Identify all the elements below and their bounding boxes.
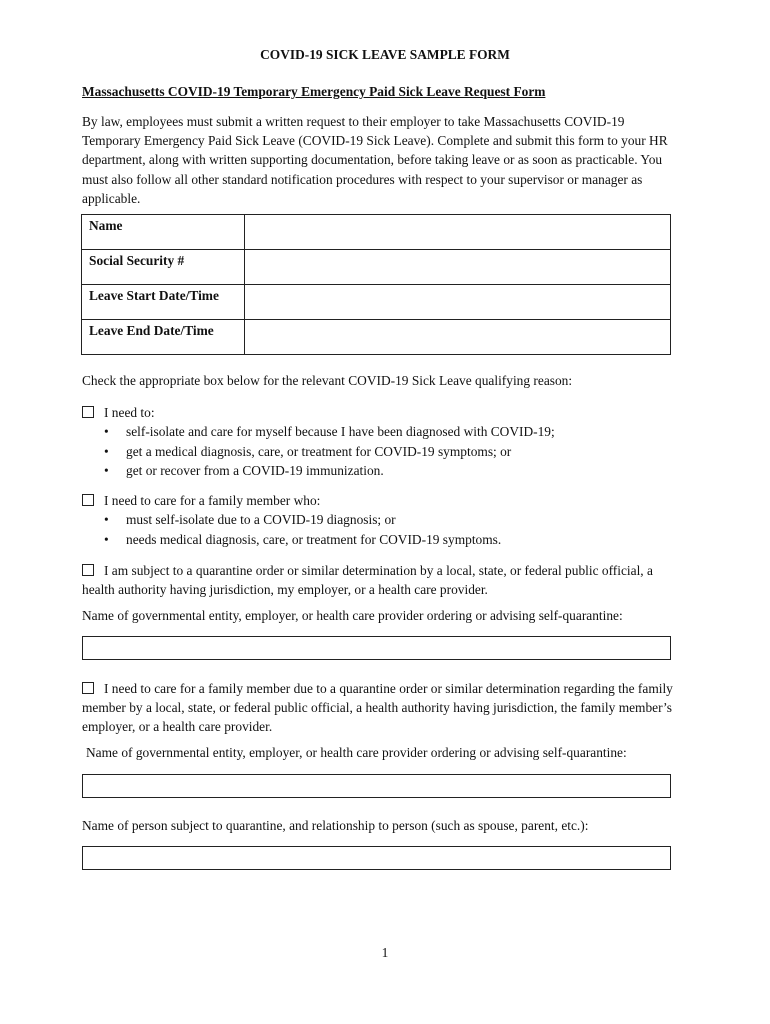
bullet-icon: • — [104, 531, 109, 547]
option-1 — [82, 403, 682, 481]
bullet-icon: • — [104, 443, 109, 459]
list-item — [82, 510, 682, 530]
option-3-label: I am subject to a quarantine order or similar determination by a local, state, or federal public official, a health authority having jurisdiction, my employer, or a health care provider. — [82, 563, 653, 598]
bullet-text: needs medical diagnosis, care, or treatment for COVID-19 symptoms. — [126, 531, 502, 547]
table-row — [82, 215, 671, 250]
option-2-checkbox[interactable] — [82, 494, 94, 506]
quarantined-person-input[interactable] — [82, 846, 671, 870]
list-item — [82, 461, 682, 481]
table-row — [82, 285, 671, 320]
option-2-label: I need to care for a family member who: — [104, 493, 321, 508]
option-1-bullets — [82, 422, 682, 481]
leave-end-field[interactable] — [245, 320, 671, 355]
list-item — [82, 442, 682, 462]
bullet-text: must self-isolate due to a COVID-19 diagnosis; or — [126, 512, 396, 528]
bullet-icon: • — [104, 463, 109, 479]
leave-start-label: Leave Start Date/Time — [82, 285, 245, 320]
option-4-label: I need to care for a family member due to a quarantine order or similar determination regarding the family member by a local, state, or federal public official, a health authority having jurisdiction, the family member’s employer, or a health care provider. — [82, 681, 673, 735]
employee-info-table — [81, 214, 671, 355]
option-3-field-label: Name of governmental entity, employer, or health care provider ordering or advising self-quarantine: — [82, 608, 623, 623]
intro-paragraph: By law, employees must submit a written request to their employer to take Massachusetts COVID-19 Temporary Emergency Paid Sick Leave (COVID-19 Sick Leave). Complete and submit this form to your HR department, along with written supporting documentation, before taking leave or as soon as practicable. You must also follow all other standard notification procedures with respect to your supervisor or manager as applicable. — [82, 114, 668, 206]
option-4 — [82, 679, 674, 737]
page-number: 1 — [381, 945, 389, 960]
bullet-text: get a medical diagnosis, care, or treatment for COVID-19 symptoms; or — [126, 443, 512, 459]
option-4-checkbox[interactable] — [82, 682, 94, 694]
list-item — [82, 530, 682, 550]
ssn-label: Social Security # — [82, 250, 245, 285]
bullet-text: self-isolate and care for myself because I have been diagnosed with COVID-19; — [126, 424, 555, 440]
name-label: Name — [82, 215, 245, 250]
family-quarantine-authority-input[interactable] — [82, 774, 671, 798]
option-4-field-label: Name of governmental entity, employer, or health care provider ordering or advising self-quarantine: — [86, 745, 627, 760]
option-3 — [82, 561, 674, 599]
form-subtitle: Massachusetts COVID-19 Temporary Emergency Paid Sick Leave Request Form — [82, 84, 546, 99]
option-2-bullets — [82, 510, 682, 549]
option-2-heading — [82, 491, 682, 510]
bullet-icon: • — [104, 424, 109, 440]
bullet-icon: • — [104, 512, 109, 528]
quarantine-authority-input[interactable] — [82, 636, 671, 660]
list-item — [82, 422, 682, 442]
leave-end-label: Leave End Date/Time — [82, 320, 245, 355]
bullet-text: get or recover from a COVID-19 immunization. — [126, 463, 384, 479]
option-2 — [82, 491, 682, 549]
option-1-checkbox[interactable] — [82, 406, 94, 418]
table-row — [82, 320, 671, 355]
option-3-checkbox[interactable] — [82, 564, 94, 576]
check-instruction: Check the appropriate box below for the relevant COVID-19 Sick Leave qualifying reason: — [82, 373, 573, 388]
table-row — [82, 250, 671, 285]
option-1-heading — [82, 403, 682, 422]
form-title: COVID-19 SICK LEAVE SAMPLE FORM — [260, 47, 510, 62]
name-field[interactable] — [245, 215, 671, 250]
ssn-field[interactable] — [245, 250, 671, 285]
leave-start-field[interactable] — [245, 285, 671, 320]
option-4-person-label: Name of person subject to quarantine, and relationship to person (such as spouse, parent, etc.): — [82, 818, 589, 833]
option-1-label: I need to: — [104, 405, 155, 420]
